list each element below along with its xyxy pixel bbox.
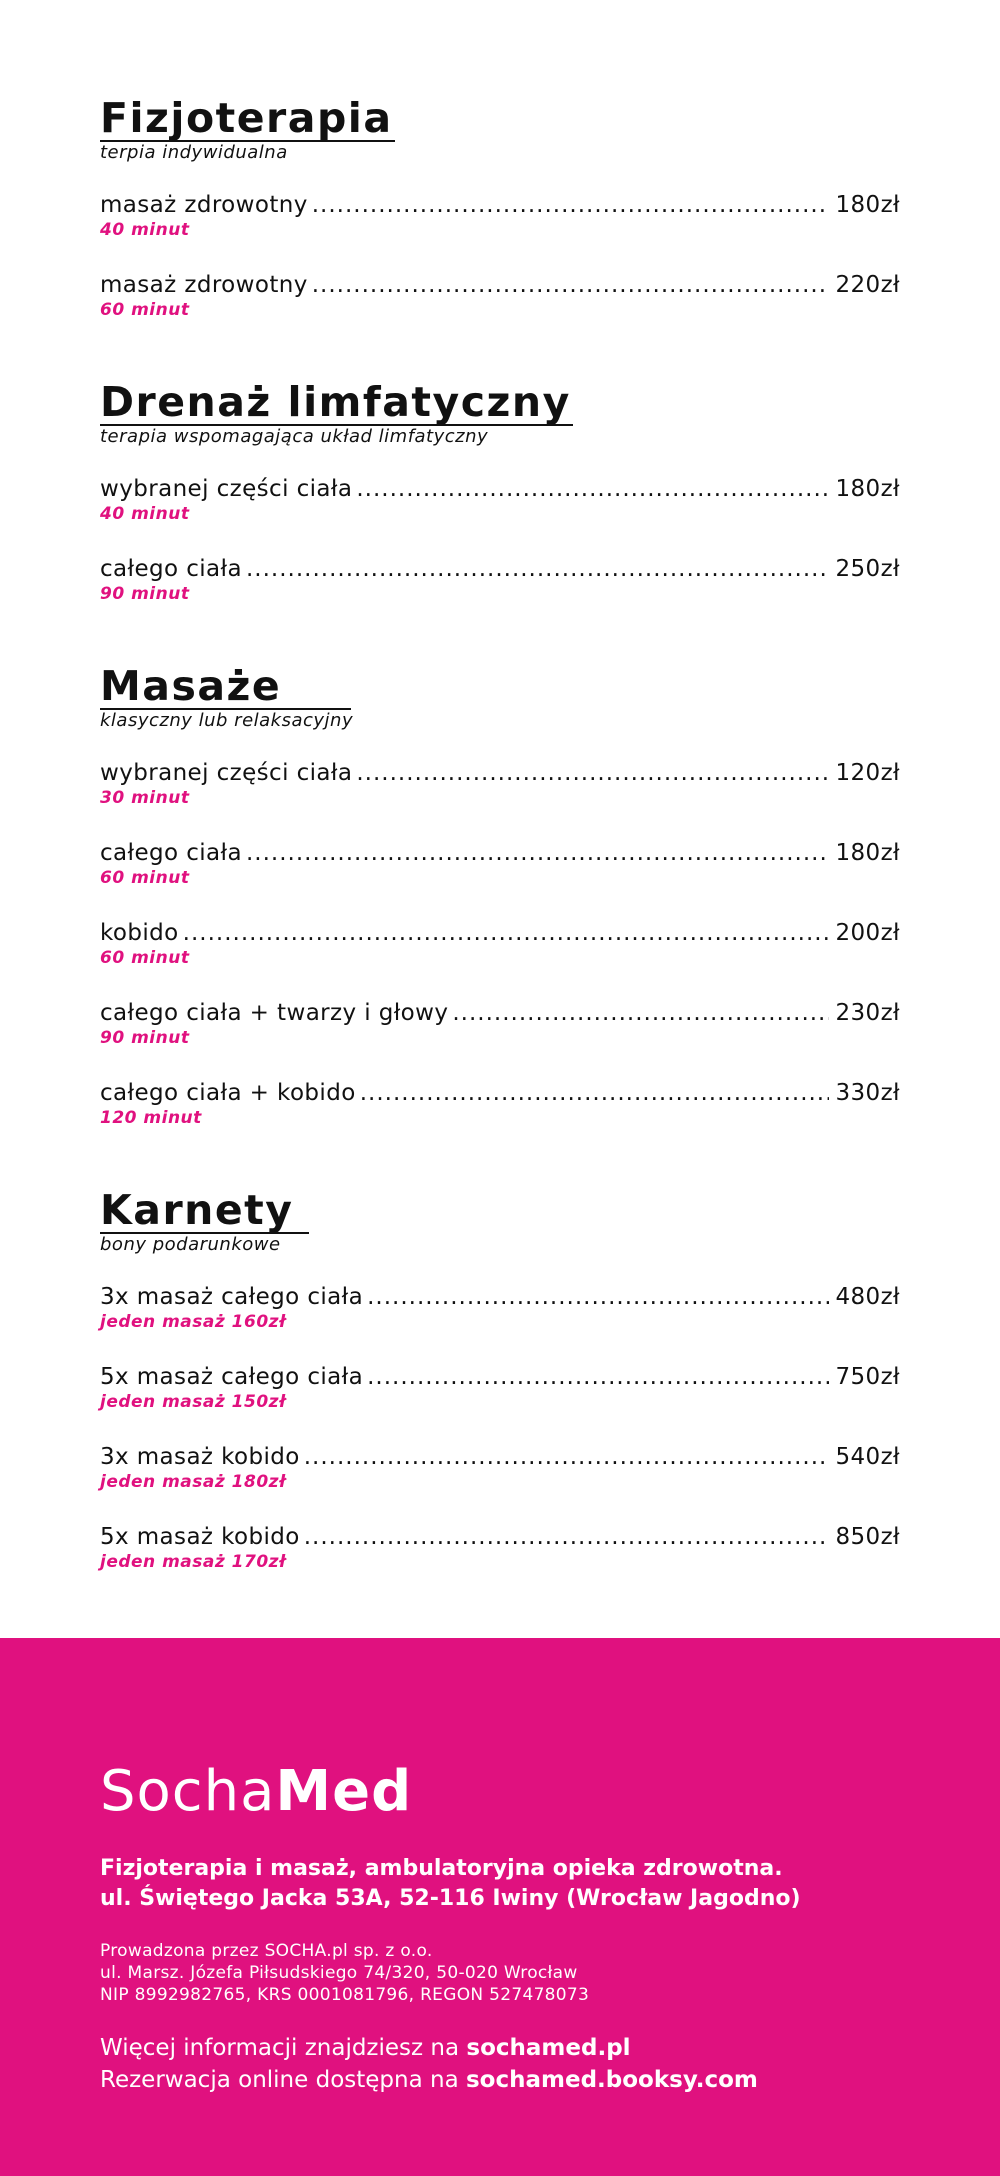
item-price: 330zł bbox=[835, 1080, 900, 1106]
section-fizjoterapia bbox=[100, 96, 900, 320]
price-item bbox=[100, 998, 900, 1048]
section-karnety bbox=[100, 1188, 900, 1572]
dot-leader bbox=[312, 270, 830, 300]
item-duration: 90 minut bbox=[100, 1028, 190, 1048]
company-info bbox=[100, 1940, 920, 2006]
item-duration: 60 minut bbox=[100, 868, 190, 888]
item-name: wybranej części ciała bbox=[100, 476, 353, 502]
item-name: masaż zdrowotny bbox=[100, 272, 308, 298]
section-masaze bbox=[100, 664, 900, 1128]
section-subtitle: terpia indywidualna bbox=[100, 142, 288, 163]
item-duration: 40 minut bbox=[100, 220, 190, 240]
item-price: 220zł bbox=[835, 272, 900, 298]
dot-leader bbox=[360, 1078, 830, 1108]
price-item bbox=[100, 554, 900, 604]
logo bbox=[100, 1760, 920, 1824]
section-drenaz bbox=[100, 380, 900, 604]
item-price: 180zł bbox=[835, 840, 900, 866]
tagline bbox=[100, 1854, 920, 1914]
item-duration: 40 minut bbox=[100, 504, 190, 524]
price-item bbox=[100, 758, 900, 808]
company-registry: NIP 8992982765, KRS 0001081796, REGON 527478073 bbox=[100, 1985, 590, 2005]
dot-leader bbox=[356, 758, 829, 788]
dot-leader bbox=[312, 190, 830, 220]
info-website-prefix: Więcej informacji znajdziesz na bbox=[100, 2035, 467, 2061]
section-title: Drenaż limfatyczny bbox=[100, 378, 571, 426]
dot-leader bbox=[452, 998, 829, 1028]
info-booking bbox=[100, 2064, 920, 2096]
contact-info bbox=[100, 2032, 920, 2096]
item-note: jeden masaż 150zł bbox=[100, 1392, 286, 1412]
item-note: jeden masaż 180zł bbox=[100, 1472, 286, 1492]
section-title: Masaże bbox=[100, 662, 282, 710]
item-name: całego ciała + twarzy i głowy bbox=[100, 1000, 449, 1026]
booking-link[interactable]: sochamed.booksy.com bbox=[465, 2067, 758, 2093]
item-price: 230zł bbox=[835, 1000, 900, 1026]
info-booking-prefix: Rezerwacja online dostępna na bbox=[100, 2067, 466, 2093]
footer bbox=[0, 1638, 1000, 2176]
price-item bbox=[100, 1362, 900, 1412]
section-header bbox=[100, 1188, 309, 1234]
item-price: 120zł bbox=[835, 760, 900, 786]
price-item bbox=[100, 838, 900, 888]
company-address: ul. Marsz. Józefa Piłsudskiego 74/320, 50-020 Wrocław bbox=[100, 1963, 578, 1983]
dot-leader bbox=[304, 1522, 830, 1552]
item-name: masaż zdrowotny bbox=[100, 192, 308, 218]
price-item bbox=[100, 1522, 900, 1572]
item-price: 200zł bbox=[835, 920, 900, 946]
dot-leader bbox=[183, 918, 830, 948]
price-item bbox=[100, 190, 900, 240]
item-name: całego ciała bbox=[100, 840, 242, 866]
company-line: Prowadzona przez SOCHA.pl sp. z o.o. bbox=[100, 1941, 433, 1961]
item-duration: 60 minut bbox=[100, 948, 190, 968]
item-name: kobido bbox=[100, 920, 179, 946]
item-duration: 120 minut bbox=[100, 1108, 202, 1128]
item-duration: 60 minut bbox=[100, 300, 190, 320]
item-name: 3x masaż całego ciała bbox=[100, 1284, 364, 1310]
address-line: ul. Świętego Jacka 53A, 52-116 Iwiny (Wrocław Jagodno) bbox=[100, 1886, 801, 1911]
item-name: 5x masaż całego ciała bbox=[100, 1364, 364, 1390]
dot-leader bbox=[246, 838, 830, 868]
section-title: Karnety bbox=[100, 1186, 294, 1234]
item-price: 250zł bbox=[835, 556, 900, 582]
dot-leader bbox=[367, 1362, 829, 1392]
item-name: 5x masaż kobido bbox=[100, 1524, 300, 1550]
item-name: całego ciała + kobido bbox=[100, 1080, 356, 1106]
item-price: 540zł bbox=[835, 1444, 900, 1470]
dot-leader bbox=[246, 554, 830, 584]
section-header bbox=[100, 96, 395, 142]
logo-light: Socha bbox=[100, 1759, 276, 1824]
dot-leader bbox=[304, 1442, 830, 1472]
price-item bbox=[100, 1442, 900, 1492]
price-item bbox=[100, 1078, 900, 1128]
price-item bbox=[100, 270, 900, 320]
item-price: 180zł bbox=[835, 476, 900, 502]
item-note: jeden masaż 160zł bbox=[100, 1312, 286, 1332]
item-price: 480zł bbox=[835, 1284, 900, 1310]
logo-bold: Med bbox=[275, 1759, 413, 1824]
item-name: wybranej części ciała bbox=[100, 760, 353, 786]
item-name: 3x masaż kobido bbox=[100, 1444, 300, 1470]
section-subtitle: terapia wspomagająca układ limfatyczny bbox=[100, 426, 489, 447]
dot-leader bbox=[367, 1282, 829, 1312]
price-item bbox=[100, 918, 900, 968]
item-duration: 90 minut bbox=[100, 584, 190, 604]
website-link[interactable]: sochamed.pl bbox=[466, 2035, 631, 2061]
price-item bbox=[100, 474, 900, 524]
price-list bbox=[100, 96, 900, 1632]
info-website bbox=[100, 2032, 920, 2064]
section-subtitle: bony podarunkowe bbox=[100, 1234, 281, 1255]
item-note: jeden masaż 170zł bbox=[100, 1552, 286, 1572]
item-price: 180zł bbox=[835, 192, 900, 218]
item-duration: 30 minut bbox=[100, 788, 190, 808]
section-header bbox=[100, 380, 573, 426]
item-price: 750zł bbox=[835, 1364, 900, 1390]
section-subtitle: klasyczny lub relaksacyjny bbox=[100, 710, 354, 731]
section-header bbox=[100, 664, 351, 710]
tagline-line: Fizjoterapia i masaż, ambulatoryjna opieka zdrowotna. bbox=[100, 1856, 783, 1881]
dot-leader bbox=[356, 474, 829, 504]
item-name: całego ciała bbox=[100, 556, 242, 582]
price-item bbox=[100, 1282, 900, 1332]
item-price: 850zł bbox=[835, 1524, 900, 1550]
section-title: Fizjoterapia bbox=[100, 94, 393, 142]
